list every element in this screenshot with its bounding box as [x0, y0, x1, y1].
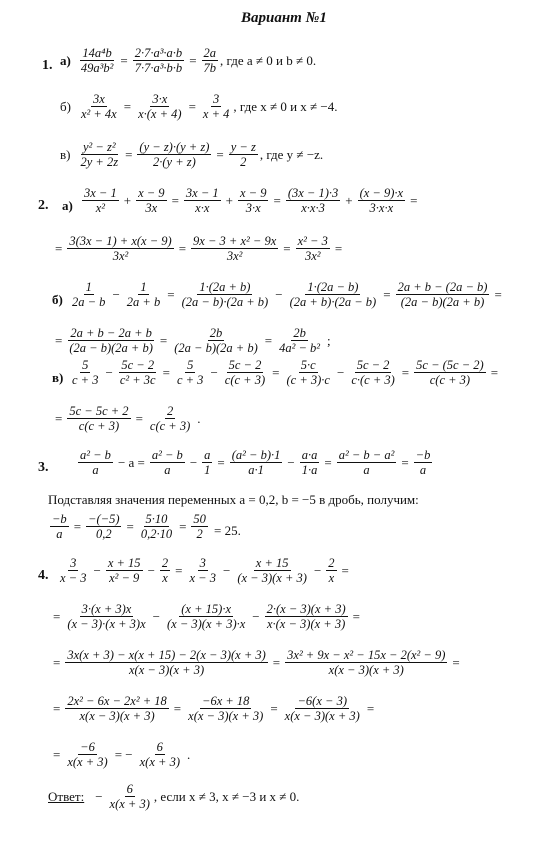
fraction: $\frac{50}{2}$ — [193, 512, 206, 542]
fraction: $\frac{2}{c(c + 3)}$ — [149, 404, 191, 434]
answer-label: Ответ: — [48, 788, 85, 804]
p2b-line-2: = $\frac{2a + b - 2a + b}{(2a - b)(2a + b)}$ = $\frac{2b}{(2a - b)(2a + b)}$ = $\frac{2b}{\text{4a² − b²}}$ ; — [55, 326, 331, 356]
fraction: 3x − 1 x² — [84, 186, 117, 216]
fraction: 3 x − 3 — [60, 556, 87, 586]
fraction: $\frac{1}{2a + b}$ — [126, 280, 161, 310]
fraction: $\frac{6}{x(x + 3)}$ — [109, 782, 150, 812]
fraction: $\frac{x + 15}{\text{x² − 9}}$ — [107, 556, 141, 586]
fraction: $\frac{3}{x - 3}$ — [189, 556, 216, 586]
fraction: 5 c + 3 — [72, 358, 99, 388]
p1b-label: б) — [60, 98, 71, 114]
fraction: $\frac{3x}{\text{x² + 4x}}$ — [80, 92, 117, 122]
p1b-equation: б) $\frac{3x}{\text{x² + 4x}}$ = $\frac{3\cdot x}{x\cdot(x + 4)}$ = $\frac{3}{x + 4}$ , где x ≠ 0 и x ≠ −4. — [60, 92, 338, 122]
fraction: $\frac{3\cdot x}{x\cdot(x + 4)}$ — [138, 92, 182, 122]
p2b-label: б) — [52, 292, 63, 307]
fraction: $\frac{\text{x² − 3}}{\text{3x²}}$ — [297, 234, 328, 264]
fraction: $\frac{5\cdot 10}{0,2\cdot 10}$ — [140, 512, 173, 542]
fraction: 1 2a − b — [72, 280, 106, 310]
p1c-equation: в) $\frac{\text{y² − z²}}{2y + 2z}$ = $\frac{(y - z)\cdot(y + z)}{2\cdot(y + z)}$ = $\frac{y - z}{2}$ , где y ≠ −z. — [60, 140, 324, 170]
problem-3-number: 3. — [38, 460, 49, 475]
fraction: $\frac{3}{x + 4}$ — [202, 92, 230, 122]
fraction: $\frac{-b}{a}$ — [52, 512, 67, 542]
fraction: $\frac{3(3x - 1) + x(x - 9)}{\text{3x²}}$ — [69, 234, 172, 264]
fraction: $\frac{5c - 5c + 2}{c(c + 3)}$ — [69, 404, 129, 434]
fraction: $\frac{-b}{a}$ — [415, 448, 431, 478]
fraction: $\frac{2\cdot(x - 3)(x + 3)}{x\cdot(x - 3)(x + 3)}$ — [266, 602, 346, 632]
fraction: $\frac{3\cdot(x + 3)x}{(x - 3)\cdot(x + 3)x}$ — [67, 602, 146, 632]
p2a-line-2: = $\frac{3(3x - 1) + x(x - 9)}{\text{3x²}}$ = $\frac{\text{9x − 3 + x² − 9x}}{\text{3x²}}$ = $\frac{\text{x² − 3}}{\text{3x²}}$ = — [55, 234, 343, 264]
fraction: $\frac{y - z}{2}$ — [230, 140, 256, 170]
fraction: $\frac{1\cdot(2a + b)}{(2a - b)\cdot(2a + b)}$ — [181, 280, 269, 310]
fraction: $\frac{2a + b - (2a - b)}{(2a - b)(2a + b)}$ — [397, 280, 488, 310]
fraction: $\frac{x - 9}{3x}$ — [138, 186, 165, 216]
fraction: $\frac{\text{2·7·a³·a·b}}{\text{7·7·a³·b·b}}$ — [134, 46, 183, 76]
p4-line-2: = $\frac{3\cdot(x + 3)x}{(x - 3)\cdot(x + 3)x}$ − $\frac{(x + 15)\cdot x}{(x - 3)(x + 3)\cdot x}$ − $\frac{2\cdot(x - 3)(x + 3)}{x\cdot(x - 3)(x + 3)}$ = — [53, 602, 360, 632]
fraction: $\frac{1\cdot(2a - b)}{(2a + b)\cdot(2a - b)}$ — [289, 280, 377, 310]
page-title: Вариант №1 — [241, 10, 327, 26]
fraction: $\frac{(3x - 1)\cdot 3}{x\cdot x\cdot 3}$ — [287, 186, 339, 216]
p4-line-3: = $\frac{3x(x + 3) - x(x + 15) - 2(x - 3)(x + 3)}{x(x - 3)(x + 3)}$ = $\frac{\text{3x² + 9x − x² − 15x − 2(x² − 9)}}{x(x - 3)(x + 3)}$ = — [53, 648, 460, 678]
p3-result: = 25. — [214, 523, 241, 538]
fraction: $\frac{5}{c + 3}$ — [176, 358, 204, 388]
p3-text: Подставляя значения переменных a = 0,2, b = −5 в дробь, получим: — [48, 492, 419, 507]
p2c-line-1: 5 c + 3 − $\frac{5c - 2}{\text{c² + 3c}}$ = $\frac{5}{c + 3}$ − $\frac{5c - 2}{c(c + 3)}$ = $\frac{5\cdot c}{(c + 3)\cdot c}$ − $\frac{5c - 2}{c\cdot(c + 3)}$ = $\frac{5c - (5c - 2)}{c(c + 3)}$ = — [72, 358, 499, 388]
p3-line-2: $\frac{-b}{a}$ = $\frac{-(-5)}{0,2}$ = $\frac{5\cdot 10}{0,2\cdot 10}$ = $\frac{50}{2}$ — [52, 512, 206, 542]
p4-line-5: = $\frac{-6}{x(x + 3)}$ = − $\frac{6}{x(x + 3)}$ . — [53, 740, 191, 770]
fraction: $\frac{x + 15}{(x - 3)(x + 3)}$ — [237, 556, 307, 586]
p4-answer: Ответ: − $\frac{6}{x(x + 3)}$ , если x ≠ 3, x ≠ −3 и x ≠ 0. — [48, 782, 300, 812]
fraction: $\frac{5c - (5c - 2)}{c(c + 3)}$ — [416, 358, 484, 388]
fraction: $\frac{\text{3x² + 9x − x² − 15x − 2(x² − 9)}}{x(x - 3)(x + 3)}$ — [287, 648, 446, 678]
fraction: $\frac{x - 9}{3\cdot x}$ — [239, 186, 267, 216]
fraction: $\frac{2a}{7b}$ — [203, 46, 217, 76]
fraction: $\frac{\text{a² − b}}{a}$ — [151, 448, 183, 478]
fraction: $\frac{-6x + 18}{x(x - 3)(x + 3)}$ — [188, 694, 264, 724]
p2a-line-1: 3x − 1 x² + $\frac{x - 9}{3x}$ = $\frac{3x - 1}{x\cdot x}$ + $\frac{x - 9}{3\cdot x}$ = $\frac{(3x - 1)\cdot 3}{x\cdot x\cdot 3}$ + $\frac{(x - 9)\cdot x}{3\cdot x\cdot x}$ = — [84, 186, 418, 216]
fraction: $\frac{(x + 15)\cdot x}{(x - 3)(x + 3)\cdot x}$ — [166, 602, 246, 632]
answer-condition: , если x ≠ 3, x ≠ −3 и x ≠ 0. — [153, 788, 300, 804]
fraction: $\frac{5c - 2}{\text{c² + 3c}}$ — [119, 358, 156, 388]
p4-line-1: 3 x − 3 − $\frac{x + 15}{\text{x² − 9}}$ − $\frac{2}{x}$ = $\frac{3}{x - 3}$ − $\frac{x + 15}{(x - 3)(x + 3)}$ − $\frac{2}{x}$ = — [60, 556, 349, 586]
fraction: $\frac{\text{9x − 3 + x² − 9x}}{\text{3x²}}$ — [193, 234, 277, 264]
fraction: $\frac{3x(x + 3) - x(x + 15) - 2(x - 3)(x + 3)}{x(x - 3)(x + 3)}$ — [67, 648, 266, 678]
fraction: a² − b a — [80, 448, 111, 478]
fraction: $\frac{-(-5)}{0,2}$ — [88, 512, 120, 542]
fraction: $\frac{-6}{x(x + 3)}$ — [67, 740, 108, 770]
fraction: $\frac{5\cdot c}{(c + 3)\cdot c}$ — [286, 358, 330, 388]
p3-line-1: a² − b a − a = $\frac{\text{a² − b}}{a}$ − $\frac{a}{1}$ = $\frac{\text{(a² − b)·1}}{a\cdot 1}$ − $\frac{a\cdot a}{1\cdot a}$ = $\frac{\text{a² − b − a²}}{a}$ = $\frac{-b}{a}$ — [80, 448, 431, 478]
fraction: $\frac{\text{(a² − b)·1}}{a\cdot 1}$ — [231, 448, 281, 478]
fraction: $\frac{3x - 1}{x\cdot x}$ — [185, 186, 219, 216]
p1b-condition: , где x ≠ 0 и x ≠ −4. — [233, 98, 338, 114]
p1c-label: в) — [60, 146, 71, 162]
problem-4-number: 4. — [38, 568, 49, 583]
p2c-line-2: = $\frac{5c - 5c + 2}{c(c + 3)}$ = $\frac{2}{c(c + 3)}$ . — [55, 404, 201, 434]
fraction: $\frac{5c - 2}{c\cdot(c + 3)}$ — [351, 358, 395, 388]
fraction: $\frac{\text{14a⁴b}}{\text{49a³b²}}$ — [80, 46, 114, 76]
problem-1-number: 1. — [42, 58, 53, 73]
fraction: $\frac{6}{x(x + 3)}$ — [139, 740, 180, 770]
p1c-condition: , где y ≠ −z. — [259, 146, 324, 162]
p2b-line-1: 1 2a − b − $\frac{1}{2a + b}$ = $\frac{1\cdot(2a + b)}{(2a - b)\cdot(2a + b)}$ − $\frac{1\cdot(2a - b)}{(2a + b)\cdot(2a - b)}$ = $\frac{2a + b - (2a - b)}{(2a - b)(2a + b)}$ = — [72, 280, 502, 310]
fraction: $\frac{2b}{\text{4a² − b²}}$ — [279, 326, 321, 356]
p1a-condition: , где a ≠ 0 и b ≠ 0. — [220, 52, 317, 68]
p2c-label: в) — [52, 370, 64, 385]
fraction: $\frac{(x - 9)\cdot x}{3\cdot x\cdot x}$ — [359, 186, 404, 216]
fraction: $\frac{\text{y² − z²}}{2y + 2z}$ — [80, 140, 119, 170]
fraction: $\frac{-6(x - 3)}{x(x - 3)(x + 3)}$ — [284, 694, 360, 724]
problem-2-number: 2. — [38, 198, 49, 213]
fraction: $\frac{2}{x}$ — [328, 556, 335, 586]
p4-line-4: = $\frac{\text{2x² − 6x − 2x² + 18}}{x(x - 3)(x + 3)}$ = $\frac{-6x + 18}{x(x - 3)(x + 3)}$ = $\frac{-6(x - 3)}{x(x - 3)(x + 3)}$ = — [53, 694, 375, 724]
fraction: $\frac{2a + b - 2a + b}{(2a - b)(2a + b)}$ — [69, 326, 153, 356]
fraction: $\frac{\text{2x² − 6x − 2x² + 18}}{x(x - 3)(x + 3)}$ — [67, 694, 167, 724]
p2a-label: а) — [62, 198, 73, 213]
p1a-equation: а) $\frac{\text{14a⁴b}}{\text{49a³b²}}$ = $\frac{\text{2·7·a³·a·b}}{\text{7·7·a³·b·b}}$ = $\frac{2a}{7b}$ , где a ≠ 0 и b ≠ 0. — [60, 46, 317, 76]
fraction: $\frac{a\cdot a}{1\cdot a}$ — [301, 448, 318, 478]
p1a-label: а) — [60, 52, 71, 68]
fraction: $\frac{a}{1}$ — [204, 448, 211, 478]
fraction: $\frac{2b}{(2a - b)(2a + b)}$ — [174, 326, 258, 356]
fraction: $\frac{\text{a² − b − a²}}{a}$ — [338, 448, 395, 478]
fraction: $\frac{2}{x}$ — [161, 556, 169, 586]
fraction: $\frac{(y - z)\cdot(y + z)}{2\cdot(y + z)}$ — [139, 140, 210, 170]
fraction: $\frac{5c - 2}{c(c + 3)}$ — [224, 358, 266, 388]
